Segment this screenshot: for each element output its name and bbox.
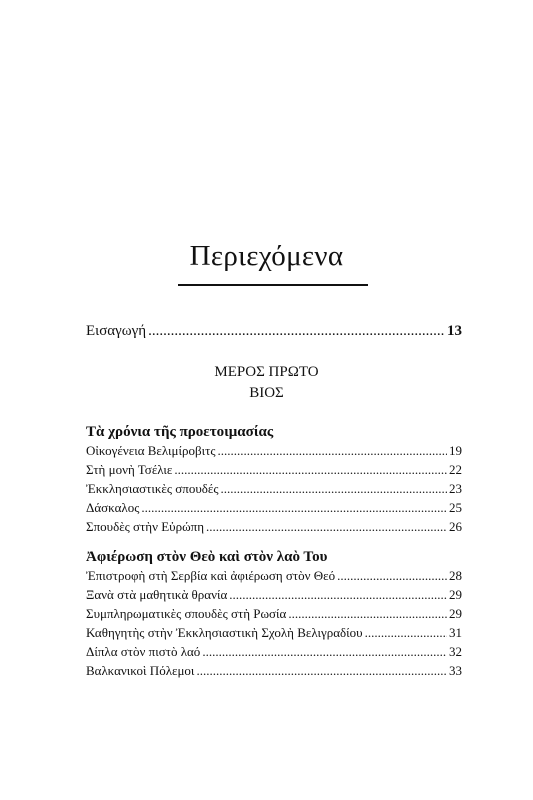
dot-leader: [206, 519, 447, 535]
toc-entry: [86, 519, 462, 535]
toc-entry: [86, 568, 462, 584]
dot-leader: [217, 443, 447, 459]
toc-entry-page: 26: [449, 519, 462, 534]
toc-entry-label: Βαλκανικοὶ Πόλεμοι: [86, 663, 195, 678]
part-subtitle: ΒΙΟΣ: [249, 385, 284, 401]
toc-entry-label: Εισαγωγή: [86, 323, 147, 339]
toc-entry: [86, 644, 462, 660]
toc-entry-label: Ἐπιστροφὴ στὴ Σερβία καὶ ἀφιέρωση στὸν Θεό: [86, 568, 336, 583]
title-underline: [178, 284, 368, 286]
toc-entry: [86, 625, 462, 641]
dot-leader: [288, 606, 447, 622]
dot-leader: [221, 481, 447, 497]
dot-leader: [202, 644, 447, 660]
toc-entry-page: 29: [449, 587, 462, 602]
toc-entry-label: Ἐκκλησιαστικὲς σπουδές: [86, 481, 219, 496]
toc-entry-page: 23: [449, 481, 462, 496]
toc-entry: [86, 462, 462, 478]
toc-entry: [86, 500, 462, 516]
toc-entry: [86, 663, 462, 679]
toc-entry-page: 32: [449, 644, 462, 659]
toc-entry: [86, 606, 462, 622]
toc-entry-label: Ξανὰ στὰ μαθητικὰ θρανία: [86, 587, 228, 602]
toc-entry-page: 13: [447, 323, 462, 339]
toc-entry-label: Οἰκογένεια Βελιμίροβιτς: [86, 443, 216, 458]
page-title: Περιεχόμενα: [189, 240, 344, 272]
toc-entry-page: 28: [449, 568, 462, 583]
section-heading: Ἀφιέρωση στὸν Θεὸ καὶ στὸν λαὸ Του: [86, 549, 328, 565]
toc-entry-page: 31: [449, 625, 462, 640]
dot-leader: [337, 568, 447, 584]
toc-entry: [86, 443, 462, 459]
toc-entry-label: Σπουδὲς στὴν Εὐρώπη: [86, 519, 204, 534]
toc-entry: [86, 587, 462, 603]
toc-entry-introduction: [86, 322, 462, 340]
dot-leader: [148, 322, 445, 340]
dot-leader: [229, 587, 447, 603]
dot-leader: [365, 625, 447, 641]
dot-leader: [141, 500, 447, 516]
section-heading: Τὰ χρόνια τῆς προετοιμασίας: [86, 424, 274, 440]
toc-entry-label: Συμπληρωματικὲς σπουδὲς στὴ Ρωσία: [86, 606, 287, 621]
toc-entry-page: 25: [449, 500, 462, 515]
toc-entry-page: 22: [449, 462, 462, 477]
toc-entry-page: 19: [449, 443, 462, 458]
toc-entry-label: Δίπλα στὸν πιστὸ λαό: [86, 644, 201, 659]
dot-leader: [174, 462, 447, 478]
part-heading: ΜΕΡΟΣ ΠΡΩΤΟ: [214, 364, 319, 380]
toc-entry-page: 33: [449, 663, 462, 678]
toc-entry: [86, 481, 462, 497]
toc-entry-label: Δάσκαλος: [86, 500, 140, 515]
toc-entry-label: Στὴ μονὴ Τσέλιε: [86, 462, 173, 477]
toc-entry-label: Καθηγητὴς στὴν Ἐκκλησιαστικὴ Σχολὴ Βελιγραδίου: [86, 625, 363, 640]
dot-leader: [196, 663, 447, 679]
toc-entry-page: 29: [449, 606, 462, 621]
